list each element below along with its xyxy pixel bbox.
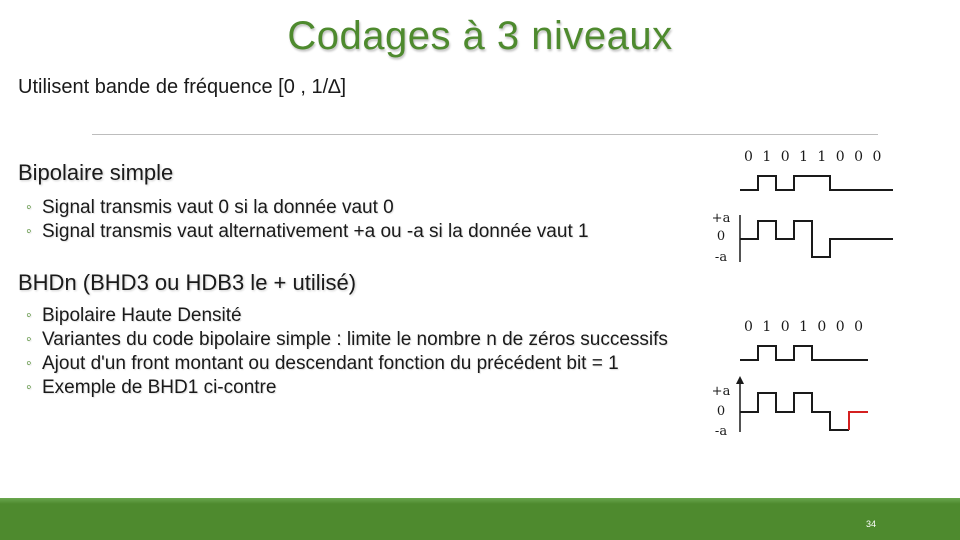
diagram1-level-plus: +a: [711, 211, 731, 226]
diagram2-bit-sequence: 0 1 0 1 0 0 0: [744, 319, 864, 335]
diagram2-bhd-waveform: [740, 393, 849, 430]
bullet-item: ◦ Signal transmis vaut 0 si la donnée vaut 0: [26, 196, 676, 220]
bullet-item: ◦ Signal transmis vaut alternativement +a ou -a si la donnée vaut 1: [26, 220, 676, 244]
page-number: 34: [865, 519, 876, 529]
diagram2-level-plus: +a: [711, 384, 731, 399]
bullet-item: ◦ Bipolaire Haute Densité: [26, 304, 676, 328]
diagram1-data-waveform: [740, 176, 893, 190]
section-heading-bipolaire: Bipolaire simple: [18, 160, 174, 185]
bullet-item: ◦ Variantes du code bipolaire simple : limite le nombre n de zéros successifs: [26, 328, 676, 352]
diagram1-bipolar-waveform: [740, 221, 893, 257]
diagram2-axis-arrow-icon: [736, 376, 744, 384]
diagram2-level-minus: -a: [714, 424, 728, 439]
diagram1-level-minus: -a: [714, 250, 728, 265]
diagram1-level-zero: 0: [716, 229, 726, 244]
footer-accent: [0, 498, 960, 504]
page-title: Codages à 3 niveaux: [287, 14, 673, 58]
diagram2-level-zero: 0: [716, 404, 726, 419]
bullet-item: ◦ Ajout d'un front montant ou descendant fonction du précédent bit = 1: [26, 352, 676, 376]
diagram2-violation-waveform: [849, 412, 868, 430]
footer-bar: [0, 498, 960, 540]
diagram1-bit-sequence: 0 1 0 1 1 0 0 0: [744, 149, 882, 165]
diagram2-data-waveform: [740, 346, 868, 360]
bullet-item: ◦ Exemple de BHD1 ci-contre: [26, 376, 676, 400]
subtitle: Utilisent bande de fréquence [0 , 1/∆]: [18, 76, 346, 98]
section-heading-bhdn: BHDn (BHD3 ou HDB3 le + utilisé): [18, 270, 357, 295]
